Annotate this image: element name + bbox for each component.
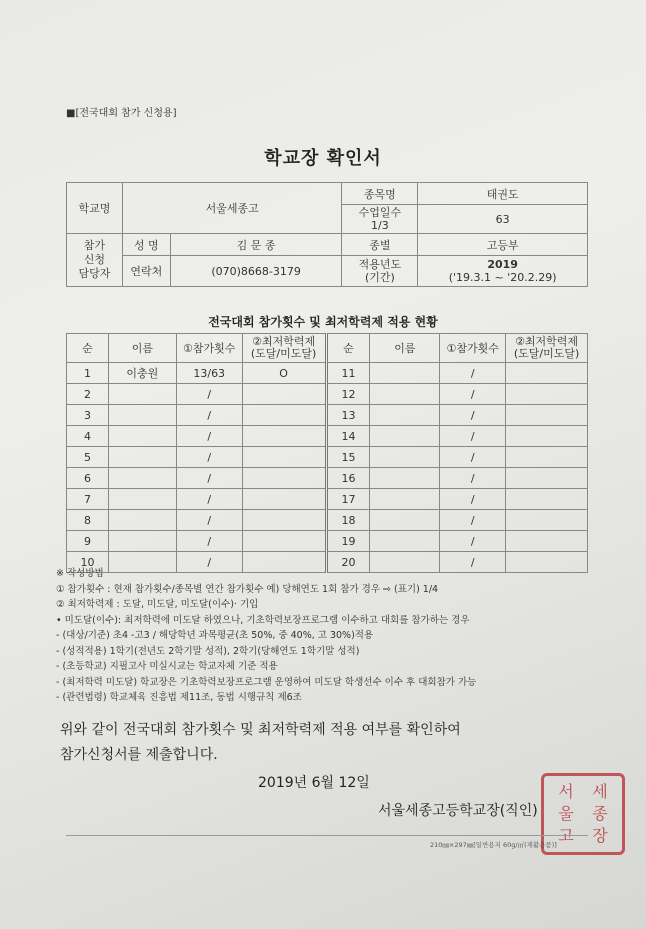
table-cell-status2 (506, 531, 588, 552)
participation-table (66, 333, 588, 573)
table-cell-no: 8 (67, 510, 109, 531)
table-cell-name (108, 489, 176, 510)
table-cell-status (242, 426, 326, 447)
table-cell-no2: 11 (326, 363, 370, 384)
table-cell-name2 (370, 447, 440, 468)
table-cell-no2: 17 (326, 489, 370, 510)
note-line: ※ 작성방법 (56, 568, 104, 579)
table-cell-name2 (370, 468, 440, 489)
year-label: 적용년도 (기간) (342, 256, 418, 287)
table-cell-status2 (506, 384, 588, 405)
table-cell-status (242, 405, 326, 426)
issue-date: 2019년 6월 12일 (258, 775, 370, 791)
days-label: 수업일수 1/3 (342, 205, 418, 234)
table-row (67, 363, 588, 384)
table-row (67, 447, 588, 468)
table-cell-status (242, 384, 326, 405)
table-cell-count2: / (440, 510, 506, 531)
note-line: - (최저학력 미도달) 학교장은 기초학력보장프로그램 운영하여 미도달 학생선수 이수 후 대회참가 가능 (56, 676, 477, 688)
year-range: ('19.3.1 ~ '20.2.29) (448, 271, 557, 284)
table-cell-count: / (176, 510, 242, 531)
bottom-divider (66, 835, 588, 836)
column-header: ②최저학력제 (도달/미도달) (242, 334, 326, 363)
table-cell-count: / (176, 426, 242, 447)
table-cell-no2: 15 (326, 447, 370, 468)
table-cell-no2: 18 (326, 510, 370, 531)
year-value: 2019 (487, 258, 518, 271)
days-value: 63 (418, 205, 588, 234)
contact-group-label: 참가 신청 담당자 (67, 234, 123, 287)
table-cell-count2: / (440, 426, 506, 447)
note-line: ① 참가횟수 : 현재 참가횟수/종목별 연간 참가횟수 예) 당해연도 1회 참가 경우 ⇨ (표기) 1/4 (56, 583, 439, 595)
note-line: - (초등학교) 지필고사 미실시교는 학교자체 기준 적용 (56, 661, 278, 672)
column-header: ①참가횟수 (440, 334, 506, 363)
table-row (67, 489, 588, 510)
table-header-row (67, 334, 588, 363)
division-label: 종별 (342, 234, 418, 256)
principal-signature: 서울세종고등학교장(직인) (378, 803, 538, 819)
table-cell-status (242, 489, 326, 510)
name-label: 성 명 (122, 234, 170, 256)
seal-char: 세 (592, 782, 608, 801)
table-cell-name2 (370, 426, 440, 447)
table-cell-status2 (506, 405, 588, 426)
school-value: 서울세종고 (122, 183, 342, 234)
table-cell-name: 이충원 (108, 363, 176, 384)
table-cell-no: 2 (67, 384, 109, 405)
table-cell-count: 13/63 (176, 363, 242, 384)
note-line: ② 최저학력제 : 도달, 미도달, 미도달(이수)· 기입 (56, 599, 259, 610)
table-cell-no2: 12 (326, 384, 370, 405)
table-cell-no: 7 (67, 489, 109, 510)
table-cell-status2 (506, 447, 588, 468)
sport-label: 종목명 (342, 183, 418, 205)
table-cell-name (108, 468, 176, 489)
table-cell-name (108, 405, 176, 426)
column-header: ②최저학력제 (도달/미도달) (506, 334, 588, 363)
confirmation-text (60, 718, 461, 768)
table-cell-no2: 16 (326, 468, 370, 489)
seal-char: 고 (558, 826, 574, 845)
seal-char: 서 (558, 782, 574, 801)
table-cell-status (242, 447, 326, 468)
table-cell-count2: / (440, 468, 506, 489)
table-cell-count2: / (440, 447, 506, 468)
table-cell-count2: / (440, 531, 506, 552)
section-title: 전국대회 참가횟수 및 최저학력제 적용 현황 (208, 315, 438, 329)
table-cell-name (108, 447, 176, 468)
table-cell-name (108, 531, 176, 552)
table-row (67, 468, 588, 489)
note-line: - (대상/기준) 초4 -고3 / 해당학년 과목평균(초 50%, 중 40%, 고 30%)적용 (56, 630, 374, 641)
table-cell-count2: / (440, 363, 506, 384)
table-cell-name2 (370, 531, 440, 552)
table-cell-count2: / (440, 552, 506, 573)
column-header: 이름 (370, 334, 440, 363)
table-cell-name (108, 510, 176, 531)
table-cell-status2 (506, 426, 588, 447)
table-row (67, 531, 588, 552)
table-row (67, 384, 588, 405)
table-cell-no2: 13 (326, 405, 370, 426)
name-value: 김 문 종 (170, 234, 342, 256)
confirmation-line: 위와 같이 전국대회 참가횟수 및 최저학력제 적용 여부를 확인하여 (60, 722, 461, 738)
note-line: - (성적적용) 1학기(전년도 2학기말 성적), 2학기(당해연도 1학기말 성적) (56, 645, 360, 657)
table-cell-status: O (242, 363, 326, 384)
table-cell-name2 (370, 384, 440, 405)
table-cell-status2 (506, 468, 588, 489)
table-cell-no: 6 (67, 468, 109, 489)
table-cell-no2: 19 (326, 531, 370, 552)
phone-value: (070)8668-3179 (170, 256, 342, 287)
paper-spec-footnote: 210㎜×297㎜[일반용지 60g/㎡(재활용품)] (430, 841, 557, 849)
table-cell-status2 (506, 489, 588, 510)
table-row (67, 405, 588, 426)
column-header: 이름 (108, 334, 176, 363)
sport-value: 태권도 (418, 183, 588, 205)
table-cell-count: / (176, 468, 242, 489)
table-cell-count: / (176, 489, 242, 510)
table-cell-no: 1 (67, 363, 109, 384)
table-cell-status (242, 468, 326, 489)
seal-char: 종 (592, 804, 608, 823)
table-cell-no2: 20 (326, 552, 370, 573)
seal-char: 울 (558, 804, 574, 823)
table-cell-count: / (176, 384, 242, 405)
year-cell (418, 256, 588, 287)
phone-label: 연락처 (122, 256, 170, 287)
seal-char: 장 (592, 826, 608, 845)
table-cell-status2 (506, 510, 588, 531)
table-cell-count2: / (440, 405, 506, 426)
table-cell-no: 9 (67, 531, 109, 552)
column-header: ①참가횟수 (176, 334, 242, 363)
table-cell-status2 (506, 552, 588, 573)
info-table (66, 182, 588, 287)
table-cell-name (108, 384, 176, 405)
table-cell-no: 3 (67, 405, 109, 426)
table-cell-count: / (176, 552, 242, 573)
table-cell-status2 (506, 363, 588, 384)
note-line: • 미도달(이수): 최저학력에 미도달 하였으나, 기초학력보장프로그램 이수하고 대회를 참가하는 경우 (56, 614, 470, 626)
note-line: - (관련법령) 학교체육 진흥법 제11조, 동법 시행규칙 제6조 (56, 692, 302, 703)
form-type-tag: ■[전국대회 참가 신청용] (66, 108, 177, 119)
table-cell-count2: / (440, 384, 506, 405)
instructions (56, 566, 476, 706)
table-cell-count: / (176, 531, 242, 552)
column-header: 순 (326, 334, 370, 363)
table-cell-name2 (370, 510, 440, 531)
table-cell-name2 (370, 405, 440, 426)
column-header: 순 (67, 334, 109, 363)
table-cell-name2 (370, 489, 440, 510)
school-label: 학교명 (67, 183, 123, 234)
table-cell-count: / (176, 447, 242, 468)
table-cell-no2: 14 (326, 426, 370, 447)
table-cell-status (242, 510, 326, 531)
table-cell-status (242, 531, 326, 552)
division-value: 고등부 (418, 234, 588, 256)
table-cell-no: 10 (67, 552, 109, 573)
table-row (67, 510, 588, 531)
table-cell-name (108, 426, 176, 447)
table-cell-name2 (370, 363, 440, 384)
table-cell-no: 5 (67, 447, 109, 468)
table-cell-no: 4 (67, 426, 109, 447)
table-row (67, 426, 588, 447)
confirmation-line: 참가신청서를 제출합니다. (60, 747, 218, 763)
document-title: 학교장 확인서 (264, 148, 382, 169)
table-cell-count2: / (440, 489, 506, 510)
table-cell-count: / (176, 405, 242, 426)
